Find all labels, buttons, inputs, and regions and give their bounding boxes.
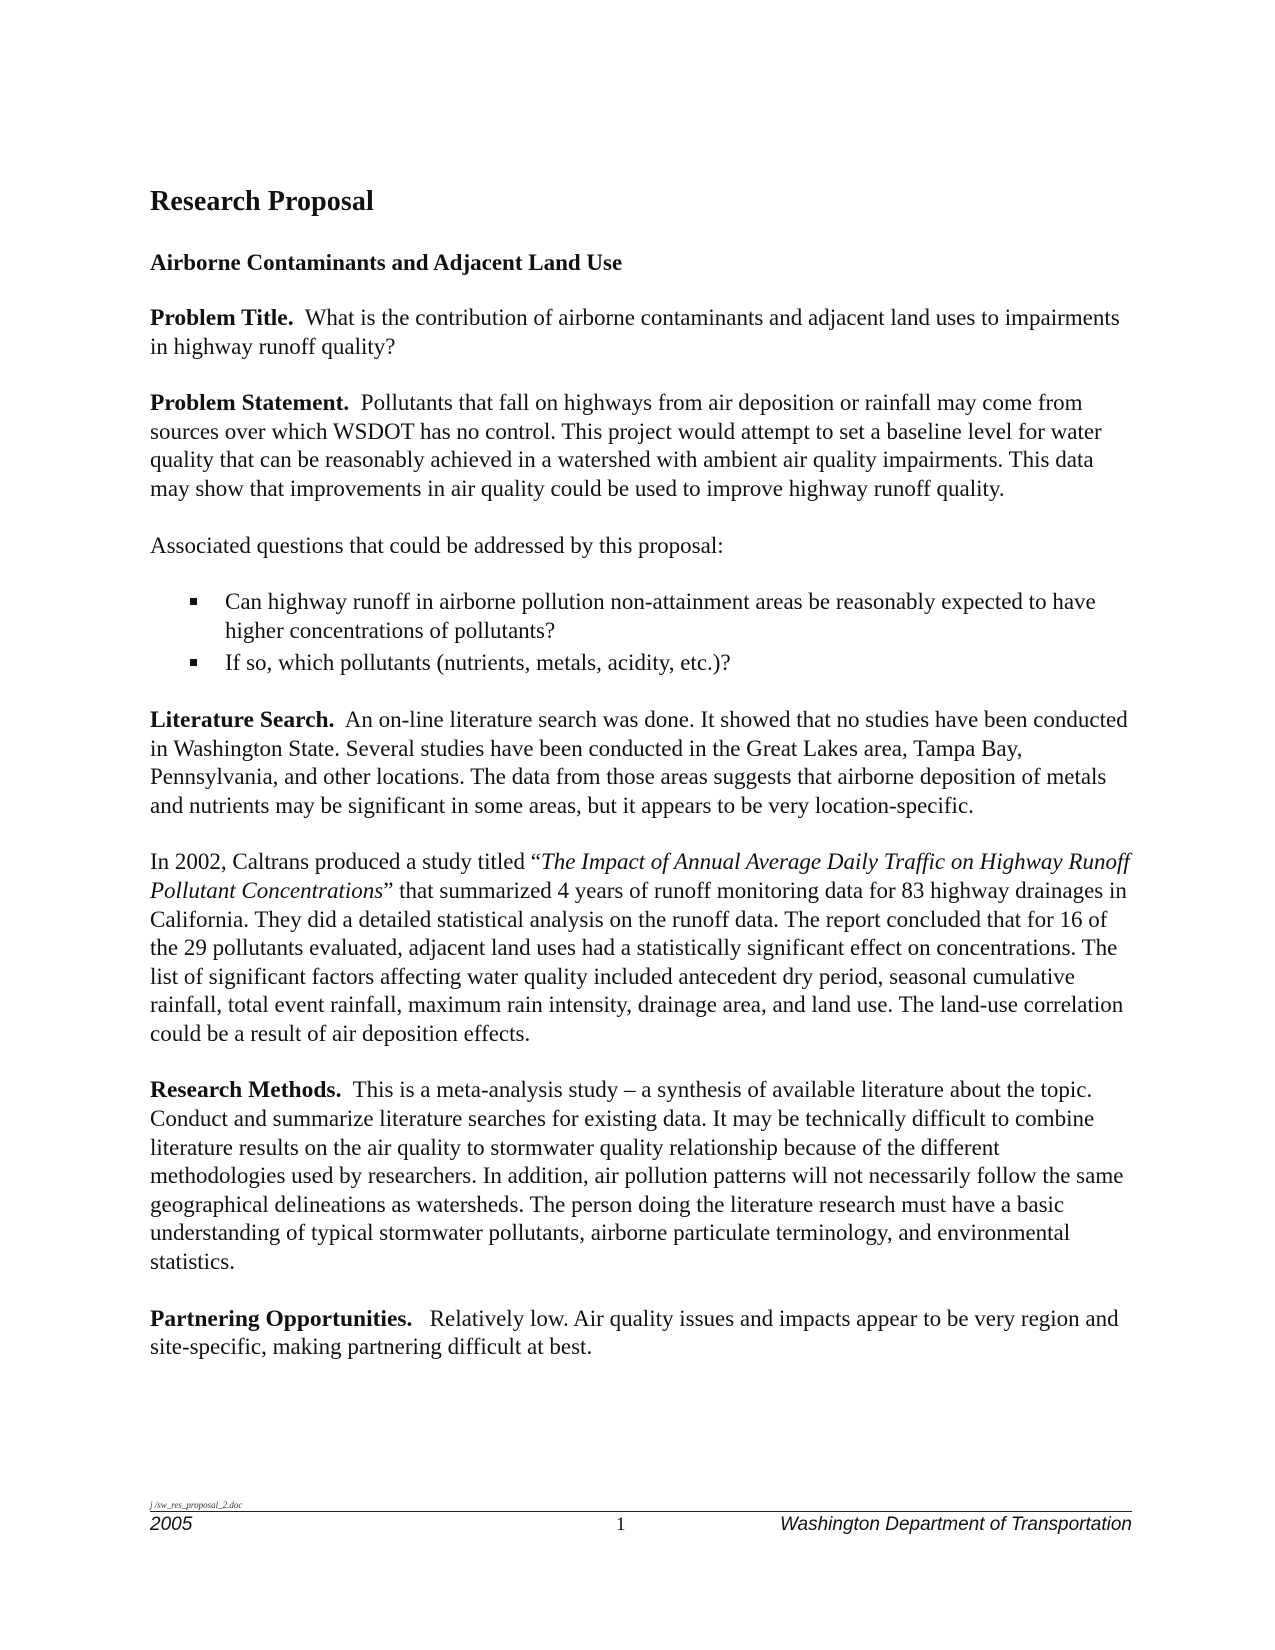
- document-subtitle: Airborne Contaminants and Adjacent Land Use: [150, 250, 623, 275]
- list-item: [150, 588, 1132, 645]
- page-footer: [150, 1500, 1132, 1538]
- caltrans-text-before: In 2002, Caltrans produced a study titled “: [150, 849, 541, 875]
- footer-row: [150, 1512, 1132, 1538]
- caltrans-study-title: The Impact of Annual Average Daily Traffic on Highway Runoff Pollutant Concentrations: [150, 849, 1130, 903]
- footer-year: 2005: [150, 1514, 193, 1535]
- literature-search-paragraph: [150, 706, 1132, 820]
- question-text: If so, which pollutants (nutrients, metals, acidity, etc.)?: [225, 650, 731, 676]
- problem-statement-heading: Problem Statement.: [150, 390, 350, 417]
- associated-questions-intro: Associated questions that could be addressed by this proposal:: [150, 532, 724, 558]
- associated-questions-list: [150, 588, 1132, 678]
- document-page: [150, 0, 1132, 1650]
- caltrans-text-after: ” that summarized 4 years of runoff monitoring data for 83 highway drainages in California. They did a detailed statistical analysis on the runoff data. The report concluded that for 16 of the 29 pollutants evaluated, adjacent land uses had a statistically significant effect on concentrations. The list of significant factors affecting water quality included antecedent dry period, seasonal cumulative rainfall, total event rainfall, maximum rain intensity, drainage area, and land use. The land-use correlation could be a result of air deposition effects.: [150, 877, 1127, 1046]
- square-bullet-icon: [190, 598, 197, 605]
- problem-title-paragraph: [150, 304, 1132, 361]
- problem-title-text: What is the contribution of airborne contaminants and adjacent land uses to impairments in highway runoff quality?: [150, 305, 1120, 359]
- literature-search-heading: Literature Search.: [150, 706, 335, 733]
- partnering-paragraph: [150, 1305, 1132, 1362]
- page-number: 1: [616, 1514, 626, 1535]
- caltrans-paragraph: [150, 848, 1132, 1048]
- question-text: Can highway runoff in airborne pollution non-attainment areas be reasonably expected to have higher concentrations of pollutants?: [225, 589, 1096, 643]
- problem-statement-paragraph: [150, 389, 1132, 503]
- research-methods-paragraph: [150, 1076, 1132, 1276]
- footer-organization: Washington Department of Transportation: [779, 1514, 1132, 1535]
- document-title: Research Proposal: [150, 186, 374, 217]
- square-bullet-icon: [190, 659, 197, 666]
- list-item: [150, 649, 1132, 678]
- document-body: [150, 304, 1132, 1390]
- problem-title-heading: Problem Title.: [150, 305, 294, 331]
- problem-statement-text: Pollutants that fall on highways from air deposition or rainfall may come from sources over which WSDOT has no control. This project would attempt to set a baseline level for water quality that can be reasonably achieved in a watershed with ambient air quality impairments. This data may show that improvements in air quality could be used to improve highway runoff quality.: [150, 390, 1102, 501]
- partnering-text: Relatively low. Air quality issues and impacts appear to be very region and site-specific, making partnering difficult at best.: [150, 1305, 1119, 1360]
- partnering-heading: Partnering Opportunities.: [150, 1305, 413, 1332]
- research-methods-text: This is a meta-analysis study – a synthesis of available literature about the topic. Conduct and summarize literature searches for existing data. It may be technically difficult to combine literature results on the air quality to stormwater quality relationship because of the different methodologies used by researchers. In addition, air pollution patterns will not necessarily follow the same geographical delineations as watersheds. The person doing the literature research must have a basic understanding of typical stormwater pollutants, airborne particulate terminology, and environmental statistics.: [150, 1077, 1124, 1275]
- footer-file-path: j /sw_res_proposal_2.doc: [150, 1500, 243, 1510]
- literature-search-text: An on-line literature search was done. It showed that no studies have been conducted in Washington State. Several studies have been conducted in the Great Lakes area, Tampa Bay, Pennsylvania, and other locations. The data from those areas suggests that airborne deposition of metals and nutrients may be significant in some areas, but it appears to be very location-specific.: [150, 706, 1128, 818]
- research-methods-heading: Research Methods.: [150, 1077, 342, 1104]
